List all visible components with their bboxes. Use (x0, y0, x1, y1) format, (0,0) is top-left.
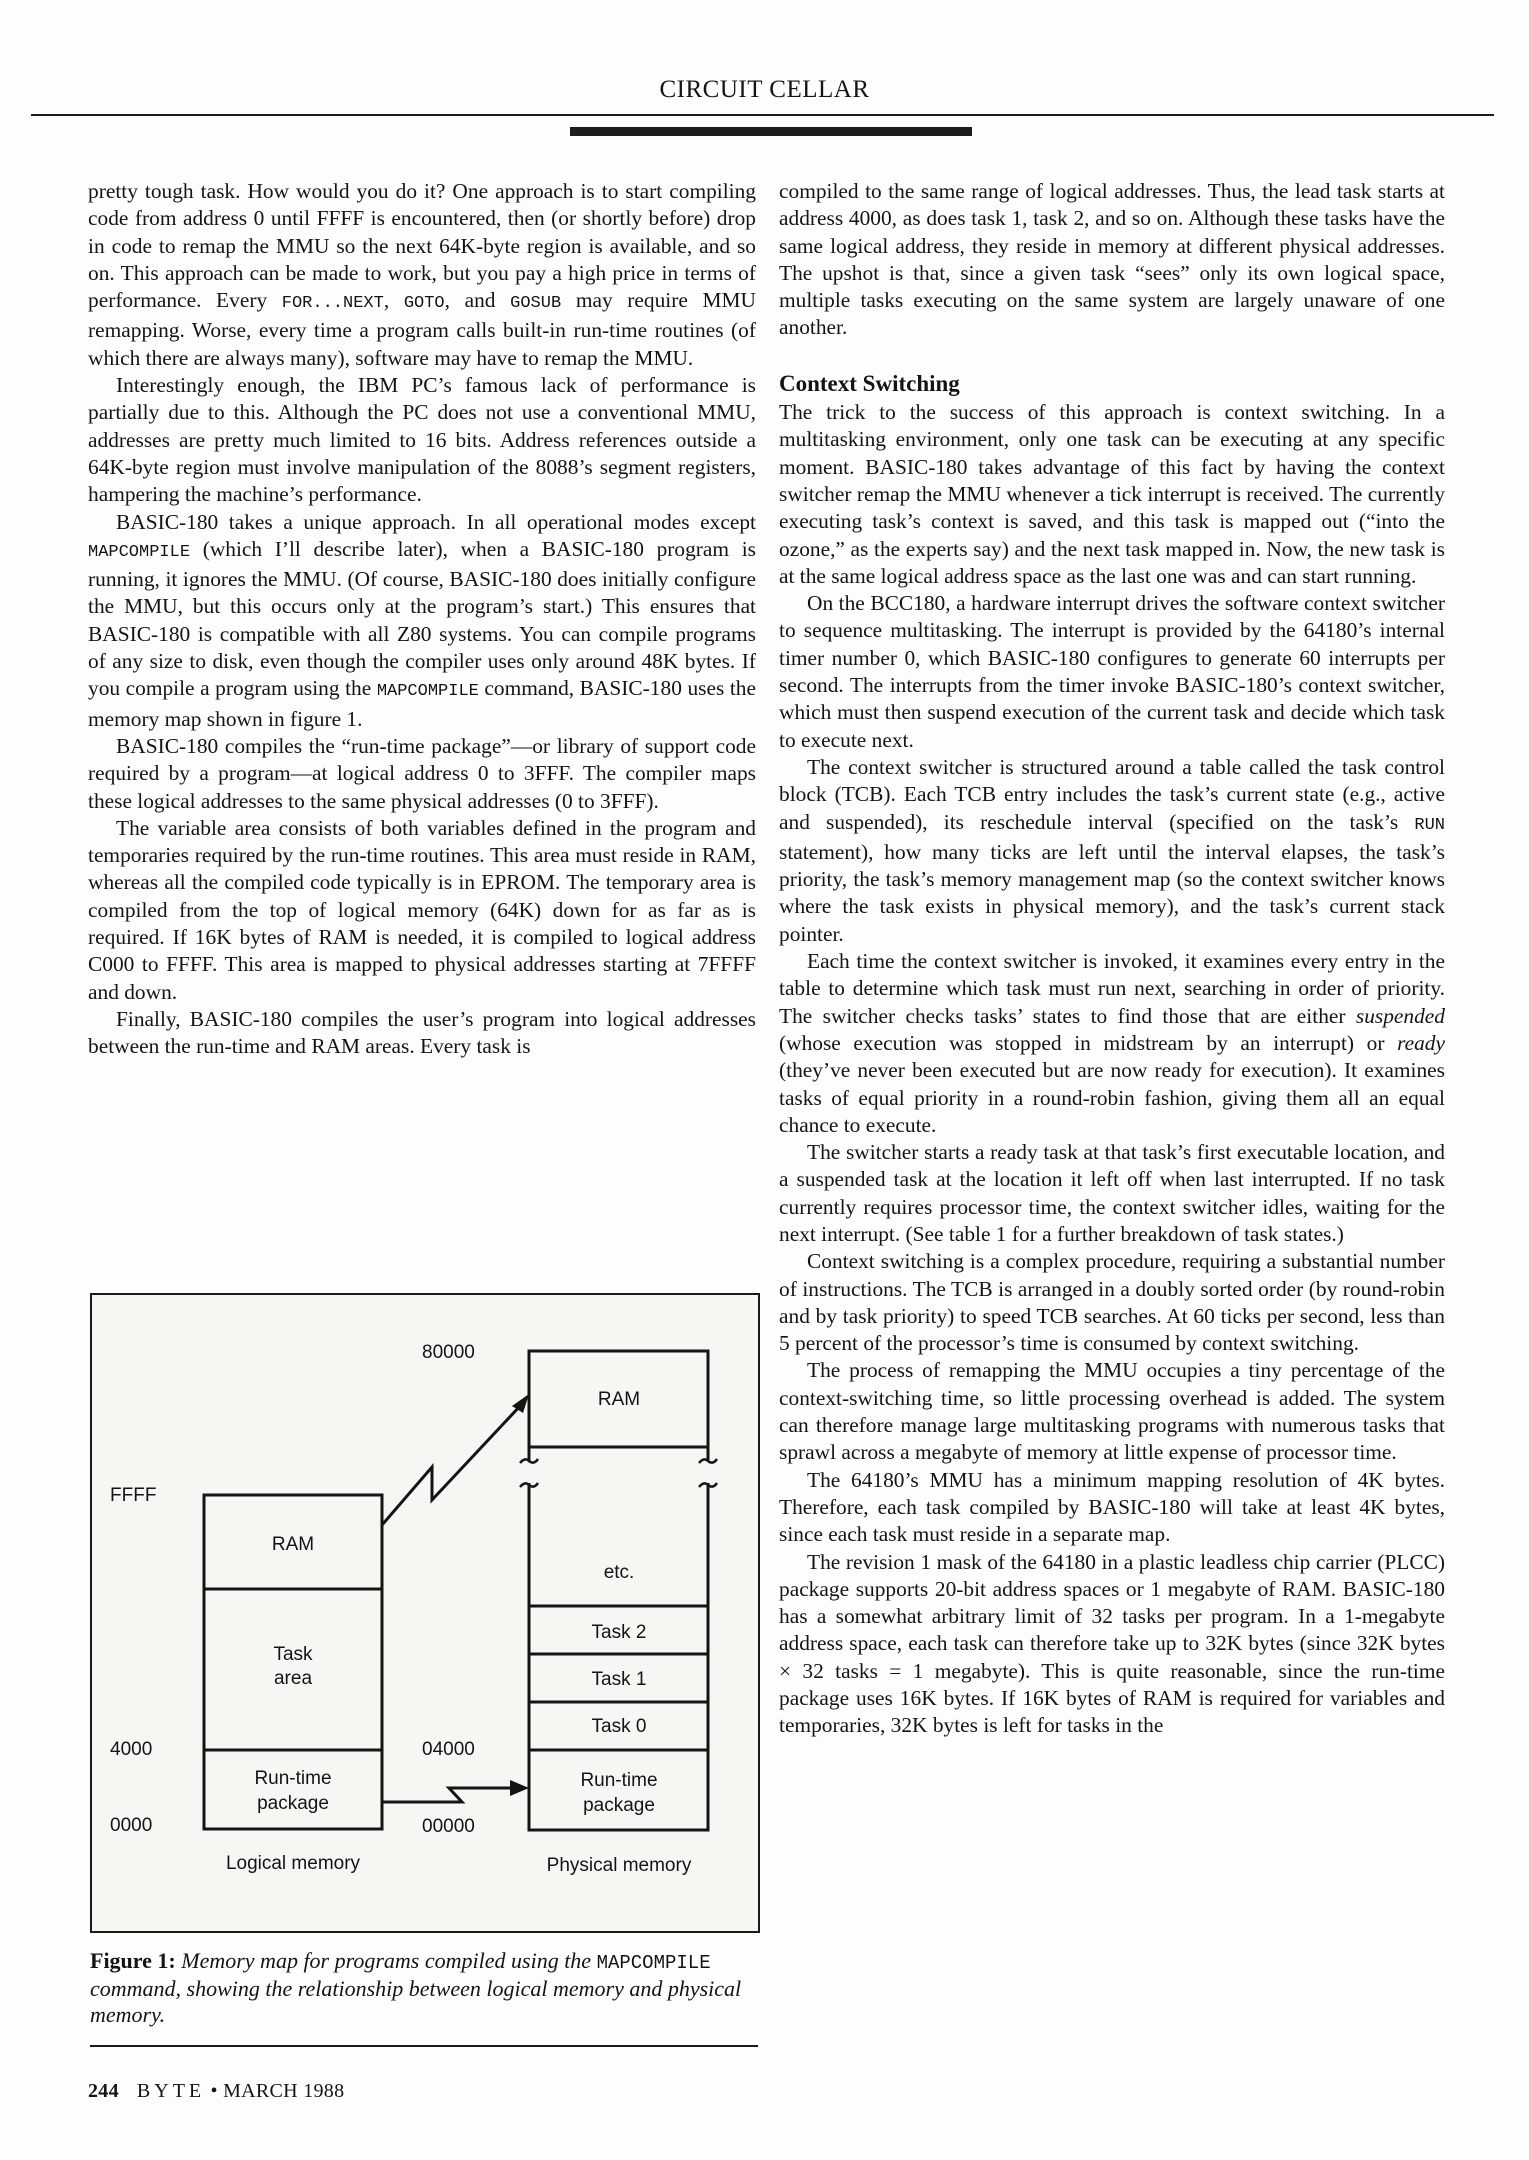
paragraph-text: (whose execution was stopped in midstream by an interrupt) or (779, 1030, 1398, 1055)
code-goto: GOTO (403, 294, 445, 314)
physical-addr-00000: 00000 (422, 1816, 475, 1837)
paragraph-text: The context switcher is structured around a table called the task control block (TCB). Each TCB entry includes the task’s current state (e.g., active and suspended), its reschedule interval (specified on the task’s (779, 754, 1445, 834)
paragraph: Context switching is a complex procedure, requiring a substantial number of instructions. The TCB is arranged in a doubly sorted order (by round-robin and by task priority) to speed TCB searches. At 60 ticks per second, less than 5 percent of the processor’s time is consumed by context switching. (779, 1249, 1445, 1356)
caption-rule (90, 2045, 758, 2047)
memory-map-diagram (92, 1295, 758, 1931)
paragraph-text: statement), how many ticks are left until the interval elapses, the task’s priority, the task’s memory management map (so the context switcher knows where the task exists in physical memory), and the task’s current stack pointer. (779, 839, 1445, 946)
paragraph-text: command, BASIC-180 uses the memory map shown in figure 1. (88, 676, 756, 731)
caption-text: command, showing the relationship between logical memory and physical memory. (90, 1976, 742, 2027)
section-heading: Context Switching (779, 370, 960, 396)
logical-block-task: Task (273, 1644, 313, 1665)
paragraph-text: pretty tough task. How would you do it? One approach is to start compiling code from address 0 until FFFF is encountered, then (or shortly before) drop in code to remap the MMU so the next 64K-byte region is available, and so on. This approach can be made to work, but you pay a high price in terms of performance. Every (88, 179, 756, 313)
logical-memory-label: Logical memory (225, 1853, 361, 1874)
figure-caption (90, 1948, 760, 2028)
paragraph (88, 178, 756, 372)
paragraph: Interestingly enough, the IBM PC’s famous lack of performance is partially due to this. Although the PC does not use a conventional MMU, addresses are pretty much limited to 16 bits. Address references outside a 64K-byte region must involve manipulation of the 8088’s segment registers, hampering the machine’s performance. (88, 373, 756, 507)
logical-block-runtime: Run-time (254, 1768, 332, 1789)
figure-memory-map (90, 1293, 760, 1933)
paragraph-text: Each time the context switcher is invoked, it examines every entry in the table to determine which task must run next, searching in order of priority. The switcher checks tasks’ states to find those that are either (779, 949, 1445, 1028)
physical-block-ram: RAM (597, 1389, 641, 1410)
arrowheads (510, 1394, 529, 1796)
running-head-section-title: CIRCUIT CELLAR (659, 76, 870, 103)
runtime-mapping-arrow (382, 1788, 519, 1802)
magazine-name: BYTE (136, 2080, 206, 2102)
logical-addr-ffff: FFFF (110, 1485, 157, 1506)
paragraph: The trick to the success of this approach is context switching. In a multitasking environment, only one task can be executing at any specific moment. BASIC-180 takes advantage of this fact by having the context switcher remap the MMU whenever a tick interrupt is received. The currently executing task’s context is saved, and this task is mapped out (“into the ozone,” as the experts say) and the next task mapped in. Now, the new task is at the same logical address space as the last one was and can start running. (779, 400, 1445, 588)
emphasis-ready: ready (1397, 1030, 1445, 1055)
paragraph-text: BASIC-180 takes a unique approach. In all operational modes except (116, 509, 756, 534)
physical-memory-label: Physical memory (546, 1855, 692, 1876)
physical-addr-80000: 80000 (422, 1342, 475, 1363)
physical-block-etc: etc. (603, 1562, 635, 1583)
paragraph (779, 754, 1445, 948)
caption-text: Memory map for programs compiled using the (175, 1948, 597, 1973)
physical-block-task2: Task 2 (591, 1622, 647, 1643)
paragraph: The variable area consists of both variables defined in the program and temporaries required by the run-time routines. This area must reside in RAM, whereas all the compiled code typically is in EPROM. The temporary area is compiled from the top of logical memory (64K) down for as far as is required. If 16K bytes of RAM is needed, it is compiled to logical address C000 to FFFF. This area is mapped to physical addresses starting at 7FFFF and down. (88, 815, 756, 1004)
code-gosub: GOSUB (510, 294, 562, 314)
paragraph-text: may require MMU remapping. Worse, every time a program calls built-in run-time routines (of which there are always many), software may have to remap the MMU. (88, 288, 756, 370)
header-accent-bar (570, 127, 972, 136)
paragraph: The 64180’s MMU has a minimum mapping resolution of 4K bytes. Therefore, each task compiled by BASIC-180 will take at least 4K bytes, since each task must reside in a separate map. (779, 1467, 1445, 1547)
page-number: 244 (88, 2080, 119, 2102)
paragraph: BASIC-180 compiles the “run-time package”—or library of support code required by a program—at logical address 0 to 3FFF. The compiler maps these logical addresses to the same physical addresses (0 to 3FFF). (88, 733, 756, 813)
paragraph (88, 509, 756, 733)
right-column (779, 178, 1445, 1740)
caption-label: Figure 1: (90, 1948, 176, 1973)
logical-block-area: area (273, 1668, 313, 1689)
footer-separator: • (210, 2080, 218, 2102)
left-column (88, 178, 756, 1061)
code-mapcompile: MAPCOMPILE (88, 542, 191, 562)
physical-block-runtime: Run-time (580, 1770, 658, 1791)
logical-block-package: package (257, 1793, 329, 1814)
paragraph-text: (they’ve never been executed but are now ready for execution). It examines tasks of equal priority in a round-robin fashion, giving them all an equal chance to execute. (779, 1058, 1445, 1137)
ram-mapping-arrow (382, 1405, 521, 1525)
text: , (383, 288, 404, 313)
paragraph (779, 948, 1445, 1139)
paragraph: The process of remapping the MMU occupies a tiny percentage of the context-switching time, so little processing overhead is added. The system can therefore manage large multitasking programs with numerous tasks that sprawl across a megabyte of memory at little expense of processor time. (779, 1358, 1445, 1465)
page-footer (88, 2080, 344, 2103)
physical-addr-04000: 04000 (422, 1739, 475, 1760)
issue-date: MARCH 1988 (223, 2080, 345, 2102)
paragraph: Finally, BASIC-180 compiles the user’s program into logical addresses between the run-time and RAM areas. Every task is (88, 1006, 756, 1059)
caption-code: MAPCOMPILE (596, 1952, 711, 1974)
code-mapcompile: MAPCOMPILE (376, 682, 479, 702)
logical-addr-0000: 0000 (110, 1815, 153, 1836)
physical-block-task0: Task 0 (591, 1716, 647, 1737)
header-rule (31, 114, 1494, 116)
code-run: RUN (1414, 815, 1445, 835)
paragraph: The revision 1 mask of the 64180 in a plastic leadless chip carrier (PLCC) package supports 20-bit address spaces or 1 megabyte of RAM. BASIC-180 has a somewhat arbitrary limit of 32 tasks per program. In a 1-megabyte address space, each task can therefore take up to 32K bytes (since 32K bytes × 32 tasks = 1 megabyte). This is quite reasonable, since the run-time package uses 16K bytes. If 16K bytes of RAM is required for variables and temporaries, 32K bytes is left for tasks in the (779, 1549, 1445, 1738)
paragraph: The switcher starts a ready task at that task’s first executable location, and a suspended task at the location it left off when last interrupted. If no task currently requires processor time, the context switcher idles, waiting for the next interrupt. (See table 1 for a further breakdown of task states.) (779, 1140, 1445, 1246)
emphasis-suspended: suspended (1355, 1003, 1445, 1028)
physical-block-task1: Task 1 (591, 1669, 647, 1690)
physical-block-package: package (583, 1795, 655, 1816)
logical-addr-4000: 4000 (110, 1739, 153, 1760)
paragraph-text: (which I’ll describe later), when a BASIC-180 program is running, it ignores the MMU. (Of course, BASIC-180 does initially configure the MMU, but this occurs only at the program’s start.) This ensures that BASIC-180 is compatible with all Z80 systems. You can compile programs of any size to disk, even though the compiler uses only around 48K bytes. If you compile a program using the (88, 536, 756, 701)
paragraph: On the BCC180, a hardware interrupt drives the software context switcher to sequence multitasking. The interrupt is provided by the 64180’s internal timer number 0, which BASIC-180 configures to generate 60 interrupts per second. The interrupts from the timer invoke BASIC-180’s context switcher, which must then suspend execution of the current task and decide which task to execute next. (779, 591, 1445, 752)
paragraph: compiled to the same range of logical addresses. Thus, the lead task starts at address 4000, as does task 1, task 2, and so on. Although these tasks have the same logical address, they reside in memory at different physical addresses. The upshot is that, since a given task “sees” only its own logical space, multiple tasks executing on the same system are largely unaware of one another. (779, 179, 1445, 340)
text: , and (444, 288, 511, 313)
code-for-next: FOR...NEXT (281, 294, 384, 314)
logical-block-ram: RAM (271, 1534, 315, 1555)
